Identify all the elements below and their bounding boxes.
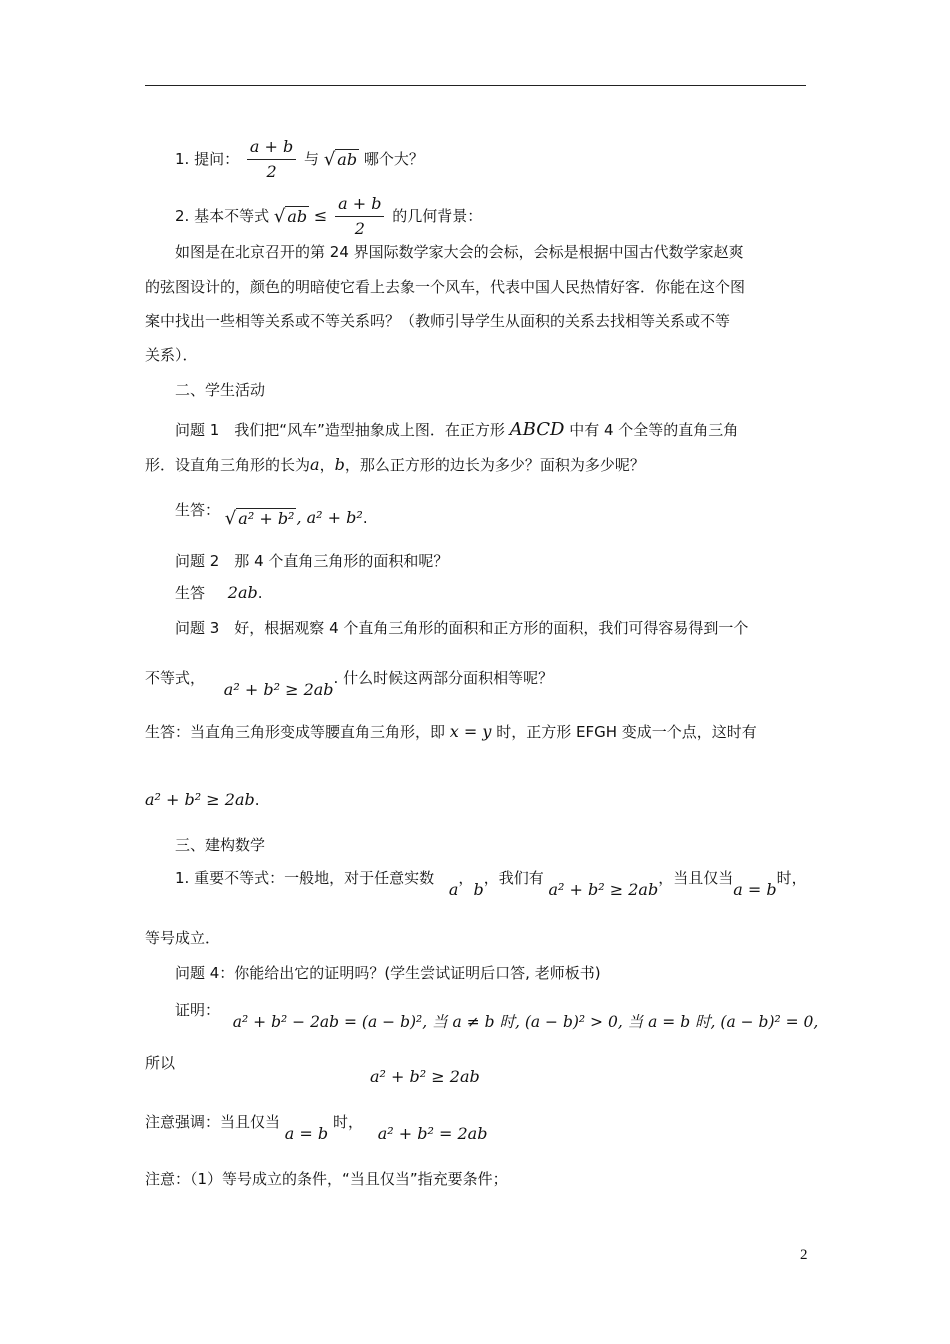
section-title-2: 二、学生活动	[175, 381, 266, 399]
problem-3-line-1: 问题 3 好，根据观察 4 个直角三角形的面积和正方形的面积，我们可得容易得到一个	[175, 619, 749, 637]
q2-fraction: $\frac{a + b}{2}$	[335, 194, 384, 239]
question-2: 2. 基本不等式 √ ab ≤ $\frac{a + b}{2}$ 的几何背景：	[175, 194, 483, 238]
problem-3-line-2: 不等式， a² + b² ≥ 2ab. 什么时候这两部分面积相等呢？	[145, 669, 554, 699]
problem-1-line-1: 问题 1 我们把“风车”造型抽象成上图．在正方形 ABCD 中有 4 个全等的直角三角	[175, 419, 739, 440]
page-number: 2	[800, 1247, 808, 1263]
q1-sqrt: √ ab	[323, 148, 358, 170]
proof-result: a² + b² ≥ 2ab	[370, 1067, 480, 1086]
header-rule	[145, 85, 806, 86]
intro-line-2: 的弦图设计的，颜色的明暗使它看上去象一个风车，代表中国人民热情好客．你能在这个图	[145, 278, 746, 296]
intro-line-3: 案中找出一些相等关系或不等关系吗？（教师引导学生从面积的关系去找相等关系或不等	[145, 312, 731, 330]
q1-prefix: 1. 提问：	[175, 150, 240, 168]
answer-2: 生答 2ab.	[175, 583, 263, 602]
answer-3-line-2: a² + b² ≥ 2ab.	[145, 790, 260, 809]
intro-line-1: 如图是在北京召开的第 24 界国际数学家大会的会标，会标是根据中国古代数学家赵爽	[175, 243, 744, 261]
theorem-line-1: 1. 重要不等式：一般地，对于任意实数 a，b，我们有 a² + b² ≥ 2ab，当且仅当a = b时，	[175, 869, 807, 899]
proof-line: 证明： a² + b² − 2ab = (a − b)², 当 a ≠ b 时, (a − b)² > 0, 当 a = b 时, (a − b)² = 0,	[175, 1001, 819, 1031]
question-1: 1. 提问： $\frac{a + b}{2}$ 与 √ ab 哪个大？	[175, 137, 424, 181]
theorem-line-2: 等号成立．	[145, 929, 221, 947]
intro-line-4: 关系）．	[145, 346, 198, 364]
problem-1-line-2: 形．设直角三角形的长为a，b，那么正方形的边长为多少？面积为多少呢？	[145, 455, 645, 474]
q1-fraction: $\frac{a + b}{2}$	[247, 137, 296, 182]
proof-so: 所以	[145, 1054, 176, 1072]
problem-2: 问题 2 那 4 个直角三角形的面积和呢？	[175, 552, 449, 570]
note-line: 注意：（1）等号成立的条件，“当且仅当”指充要条件；	[145, 1170, 508, 1188]
section-title-3: 三、建构数学	[175, 836, 266, 854]
emphasis-line: 注意强调：当且仅当 a = b 时， a² + b² = 2ab	[145, 1113, 488, 1143]
problem-4: 问题 4：你能给出它的证明吗？(学生尝试证明后口答, 老师板书)	[175, 964, 601, 982]
q2-sqrt: √ ab	[273, 205, 308, 227]
answer-3-line-1: 生答：当直角三角形变成等腰直角三角形，即 x = y 时，正方形 EFGH 变成一个点，这时有	[145, 722, 757, 741]
answer-1: 生答： √ a² + b² , a² + b².	[175, 501, 368, 529]
